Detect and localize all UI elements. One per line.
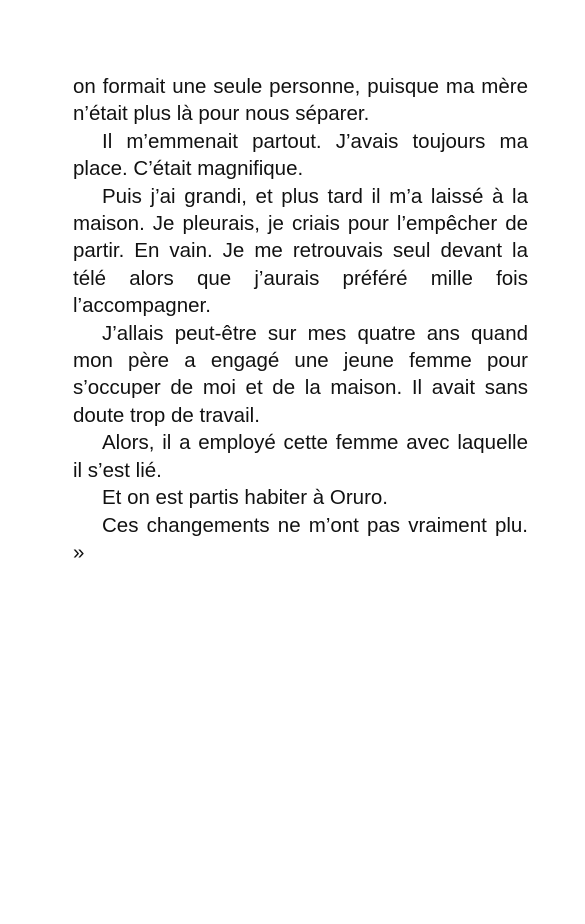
paragraph: Il m’emmenait partout. J’avais toujours ma place. C’était magnifique. [73,129,528,181]
paragraph: Puis j’ai grandi, et plus tard il m’a laissé à la maison. Je pleurais, je criais pour l’empêcher de partir. En vain. Je me retrouvais seul devant la télé alors que j’aurais préféré mille fois l’accompagner. [73,184,528,318]
paragraph: J’allais peut-être sur mes quatre ans quand mon père a engagé une jeune femme pour s’occuper de moi et de la maison. Il avait sans doute trop de travail. [73,321,528,427]
paragraph-continuation: on formait une seule personne, puisque ma mère n’était plus là pour nous séparer. [73,75,528,126]
paragraph: Ces changements ne m’ont pas vraiment plu. » [73,513,528,564]
book-page-text [73,73,528,566]
paragraph: Alors, il a employé cette femme avec laquelle il s’est lié. [73,431,528,482]
paragraph: Et on est partis habiter à Oruro. [102,486,388,510]
